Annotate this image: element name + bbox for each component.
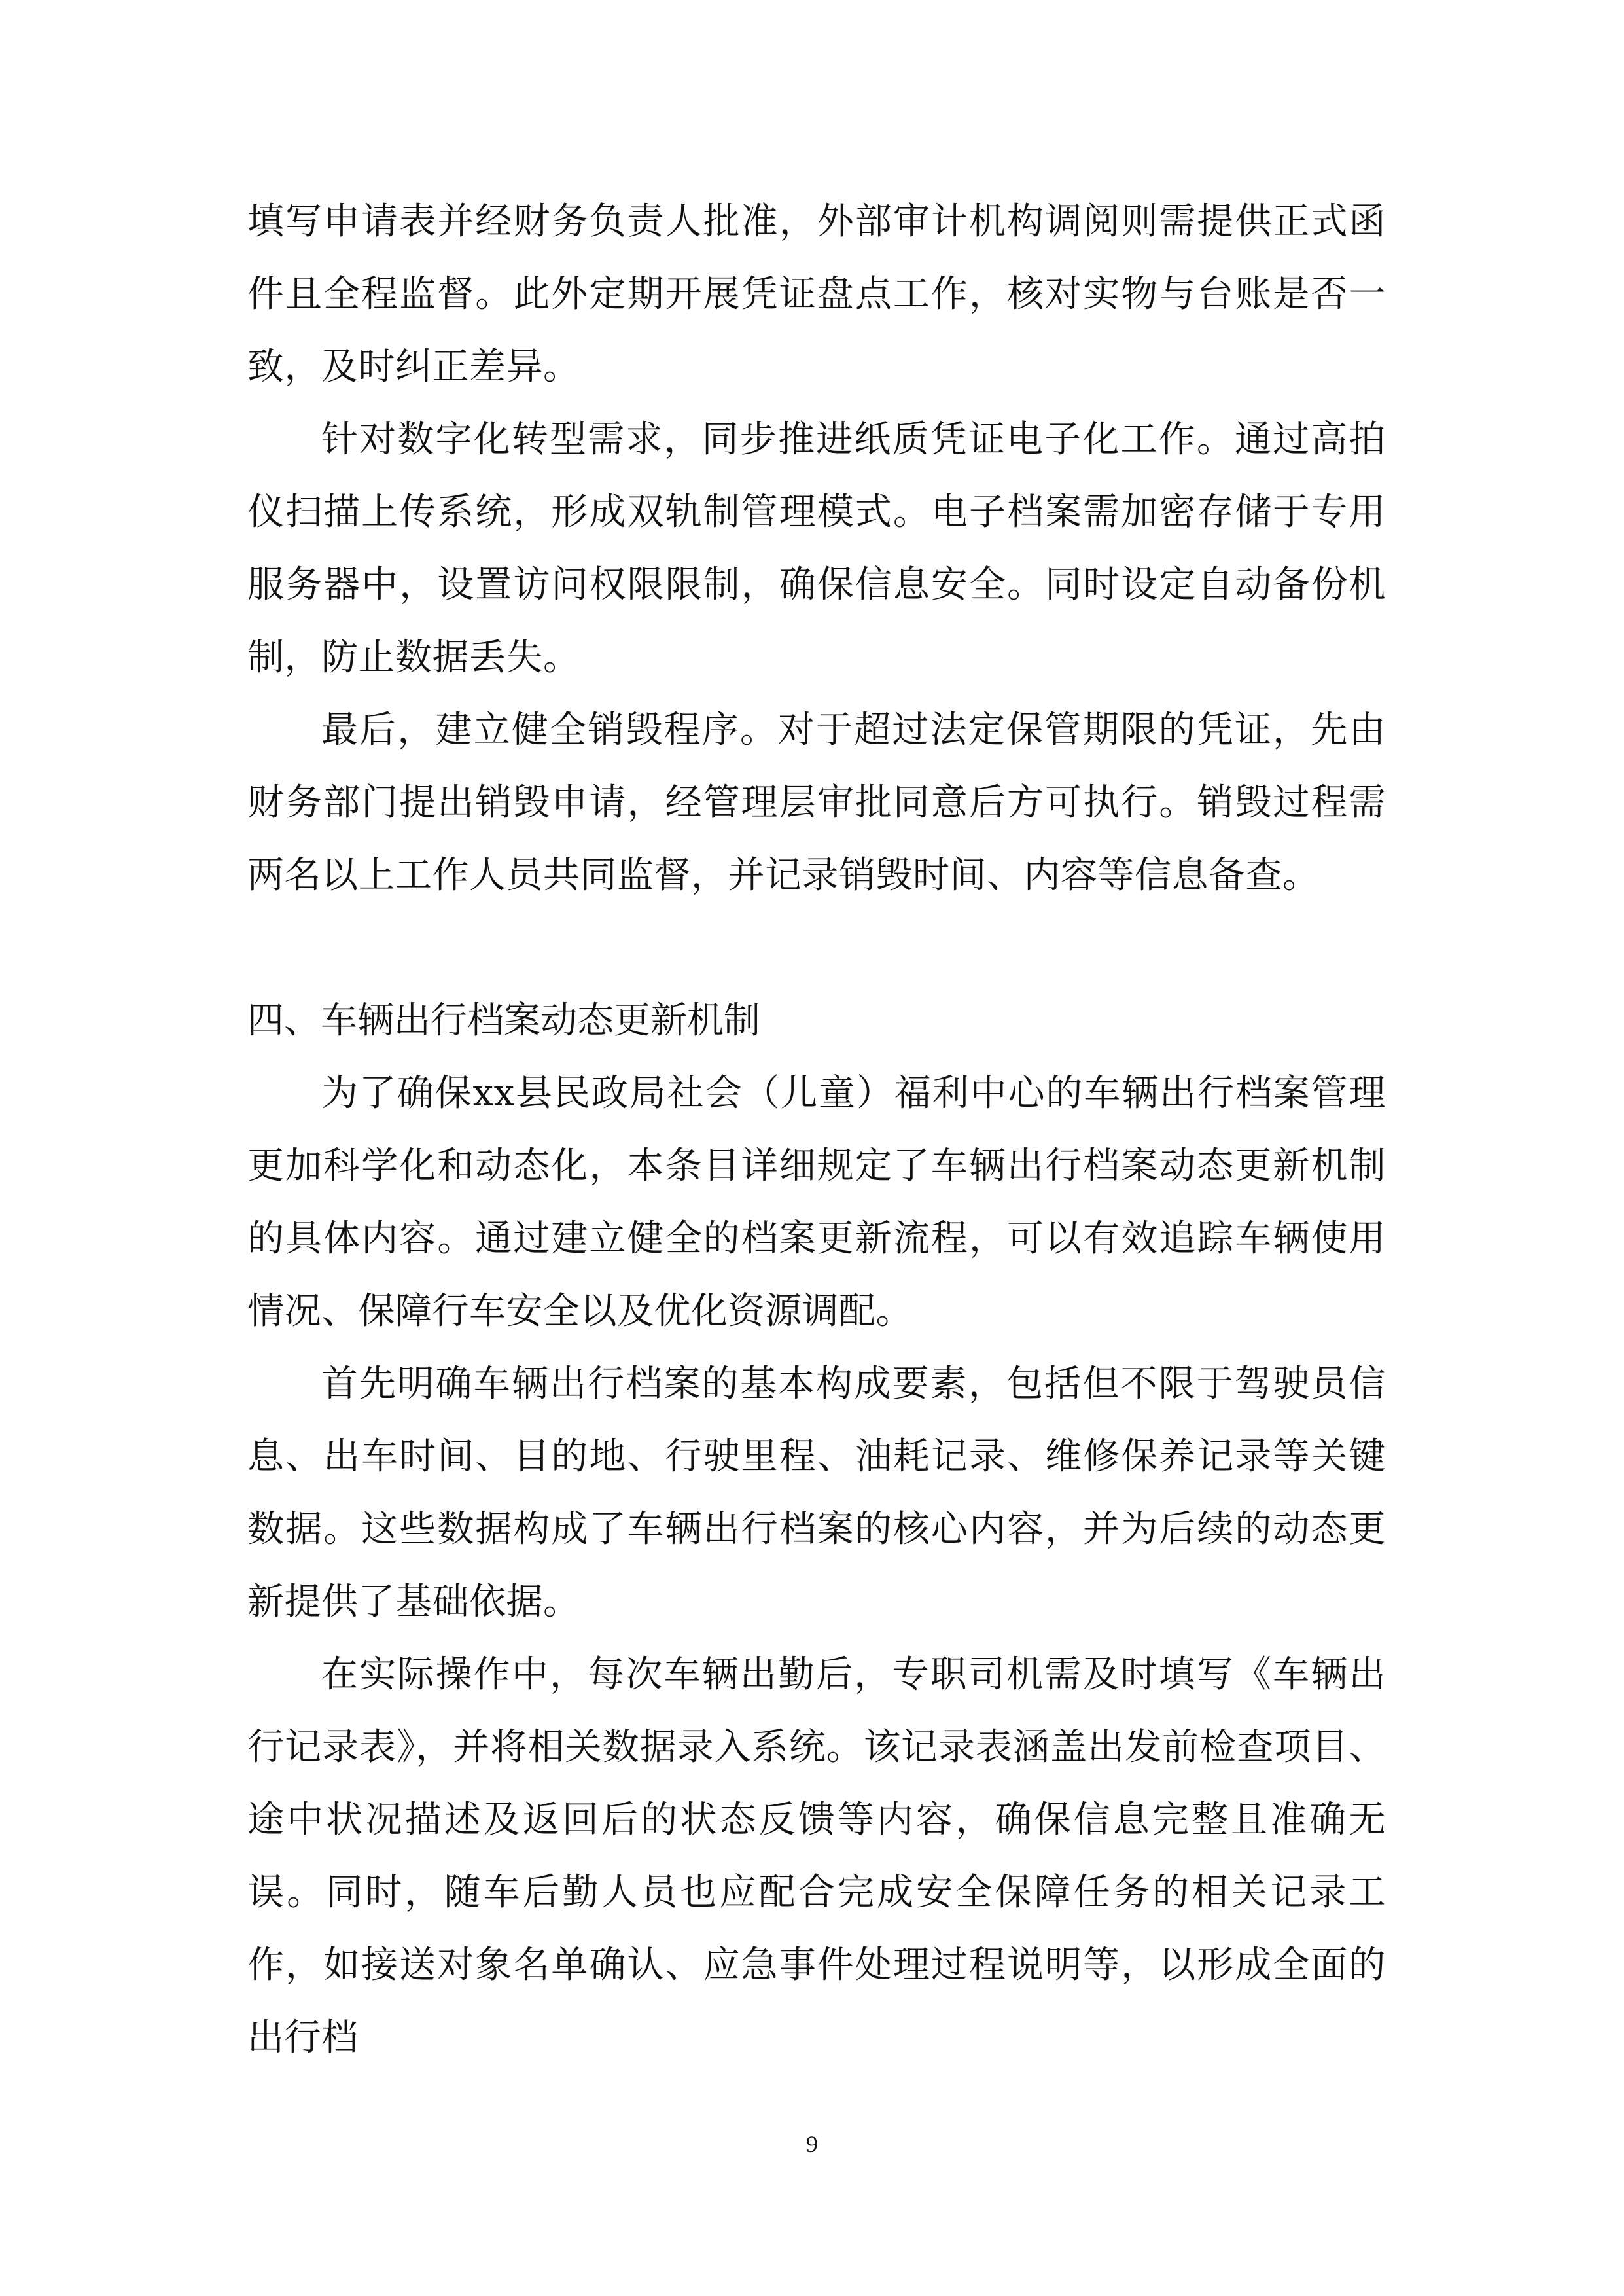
paragraph-destruction: 最后，建立健全销毁程序。对于超过法定保管期限的凭证，先由财务部门提出销毁申请，经管理层审批同意后方可执行。销毁过程需两名以上工作人员共同监督，并记录销毁时间、内容等信息备查。 (247, 709, 1386, 897)
paragraph-digitization: 针对数字化转型需求，同步推进纸质凭证电子化工作。通过高拍仪扫描上传系统，形成双轨制管理模式。电子档案需加密存储于专用服务器中，设置访问权限限制，确保信息安全。同时设定自动备份机制，防止数据丢失。 (247, 418, 1386, 679)
paragraph-purpose: 为了确保xx县民政局社会（儿童）福利中心的车辆出行档案管理更加科学化和动态化，本条目详细规定了车辆出行档案动态更新机制的具体内容。通过建立健全的档案更新流程，可以有效追踪车辆使用情况、保障行车安全以及优化资源调配。 (247, 1072, 1386, 1333)
paragraph-operation: 在实际操作中，每次车辆出勤后，专职司机需及时填写《车辆出行记录表》，并将相关数据录入系统。该记录表涵盖出发前检查项目、途中状况描述及返回后的状态反馈等内容，确保信息完整且准确无误。同时，随车后勤人员也应配合完成安全保障任务的相关记录工作，如接送对象名单确认、应急事件处理过程说明等，以形成全面的出行档 (247, 1653, 1386, 2059)
paragraph-continued: 填写申请表并经财务负责人批准，外部审计机构调阅则需提供正式函件且全程监督。此外定期开展凭证盘点工作，核对实物与台账是否一致，及时纠正差异。 (247, 200, 1386, 388)
page-number: 9 (806, 2131, 818, 2157)
body-text (247, 185, 1386, 2074)
section-heading: 四、车辆出行档案动态更新机制 (247, 999, 760, 1042)
paragraph-elements: 首先明确车辆出行档案的基本构成要素，包括但不限于驾驶员信息、出车时间、目的地、行驶里程、油耗记录、维修保养记录等关键数据。这些数据构成了车辆出行档案的核心内容，并为后续的动态更新提供了基础依据。 (247, 1363, 1386, 1623)
section-gap (247, 912, 1386, 984)
